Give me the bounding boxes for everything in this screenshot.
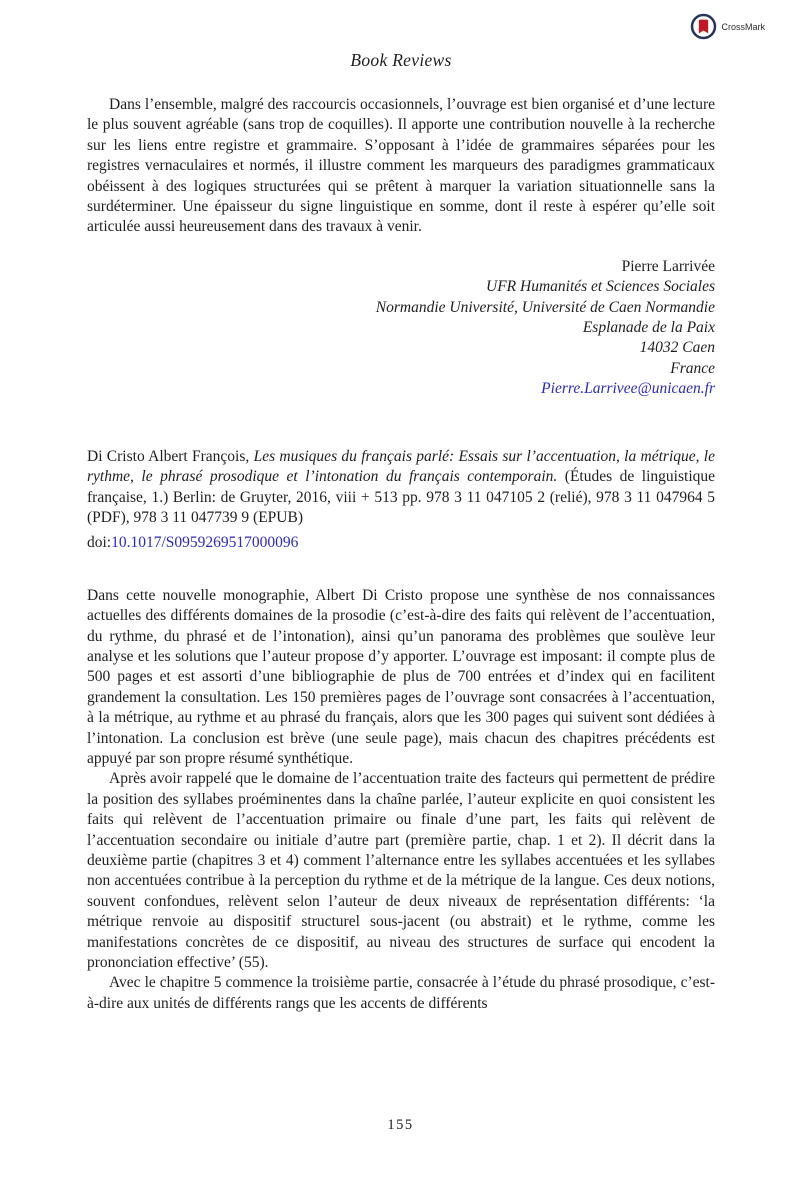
page-number: 155	[387, 1117, 414, 1133]
reviewer-department: UFR Humanités et Sciences Sociales	[486, 278, 715, 296]
reviewer-signature-block	[87, 257, 715, 400]
reviewer-name: Pierre Larrivée	[621, 257, 715, 275]
reviewer-university: Normandie Université, Université de Caen Normandie	[375, 298, 715, 316]
page-content	[87, 0, 715, 1014]
review-body	[87, 586, 715, 1015]
review-paragraph: Après avoir rappelé que le domaine de l’accentuation traite des facteurs qui permettent de prédire la position des syllabes proéminentes dans la chaîne parlée, l’auteur explicite en quoi consistent les faits qui relèvent de l’accentuation primaire ou finale d’une part, les faits qui relèvent de l’accentuation secondaire ou initiale d’autre part (première partie, chap. 1 et 2). Il décrit dans la deuxième partie (chapitres 3 et 4) comment l’alternance entre les syllabes accentuées et les syllabes non accentuées contribue à la perception du rythme et de la métrique de la langue. Ces deux notions, souvent confondues, relèvent selon l’auteur de deux niveaux de représentation différents: ‘la métrique renvoie au dispositif structurel sous-jacent (ou abstrait) et le rythme, comme les manifestations concrètes de ce dispositif, au niveau des structures de surface qui encodent la prononciation effective’ (55).	[87, 770, 715, 972]
page-title: Book Reviews	[350, 50, 452, 70]
reviewer-street: Esplanade de la Paix	[582, 319, 715, 337]
doi-link[interactable]: 10.1017/S0959269517000096	[111, 534, 299, 552]
citation-authors: Di Cristo Albert François,	[87, 447, 254, 465]
crossmark-label: CrossMark	[721, 21, 765, 32]
citation-book-title: Les musiques du français parlé: Essais sur l’accentuation, la métrique, le rythme, le phrasé prosodique et l’intonation du français contemporain.	[87, 447, 715, 486]
review-closing-paragraph: Dans l’ensemble, malgré des raccourcis occasionnels, l’ouvrage est bien organisé et d’une lecture le plus souvent agréable (sans trop de coquilles). Il apporte une contribution nouvelle à la recherche sur les liens entre registre et grammaire. S’opposant à l’idée de grammaires séparées pour les registres vernaculaires et normés, il illustre comment les marqueurs des paradigmes grammaticaux obéissent à des logiques structurées qui se prêtent à marquer la variation situationnelle sans la surdéterminer. Une épaisseur du signe linguistique en somme, dont il reste à espérer qu’elle soit articulée aussi heureusement dans des travaux à venir.	[87, 96, 715, 236]
citation-publication-details: (Études de linguistique française, 1.) Berlin: de Gruyter, 2016, viii + 513 pp. 978 3 11 047105 2 (relié), 978 3 11 047964 5 (PDF), 978 3 11 047739 9 (EPUB)	[87, 468, 716, 526]
book-citation	[87, 447, 715, 554]
doi-line	[87, 533, 715, 553]
doi-prefix: doi:	[87, 534, 112, 552]
reviewer-country: France	[670, 359, 715, 377]
review-paragraph: Avec le chapitre 5 commence la troisième partie, consacrée à l’étude du phrasé prosodique, c’est-à-dire aux unités de différents rangs que les accents de différents	[87, 974, 715, 1012]
reviewer-city: 14032 Caen	[639, 339, 715, 357]
review-paragraph: Dans cette nouvelle monographie, Albert Di Cristo propose une synthèse de nos connaissances actuelles des différents domaines de la prosodie (c’est-à-dire des faits qui relèvent de l’accentuation, du rythme, du phrasé et de l’intonation), ainsi qu’un panorama des problèmes que soulève leur analyse et les solutions que l’auteur propose d’y apporter. L’ouvrage est imposant: il compte plus de 500 pages et est assorti d’une bibliographie de plus de 700 entrées et d’index qui en facilitent grandement la consultation. Les 150 premières pages de l’ouvrage sont consacrées à l’accentuation, à la métrique, au rythme et au phrasé du français, alors que les 300 pages qui suivent sont dédiées à l’intonation. La conclusion est brève (une seule page), mais chacun des chapitres précédents est appuyé par son propre résumé synthétique.	[87, 586, 715, 767]
reviewer-email-link[interactable]: Pierre.Larrivee@unicaen.fr	[541, 380, 715, 398]
